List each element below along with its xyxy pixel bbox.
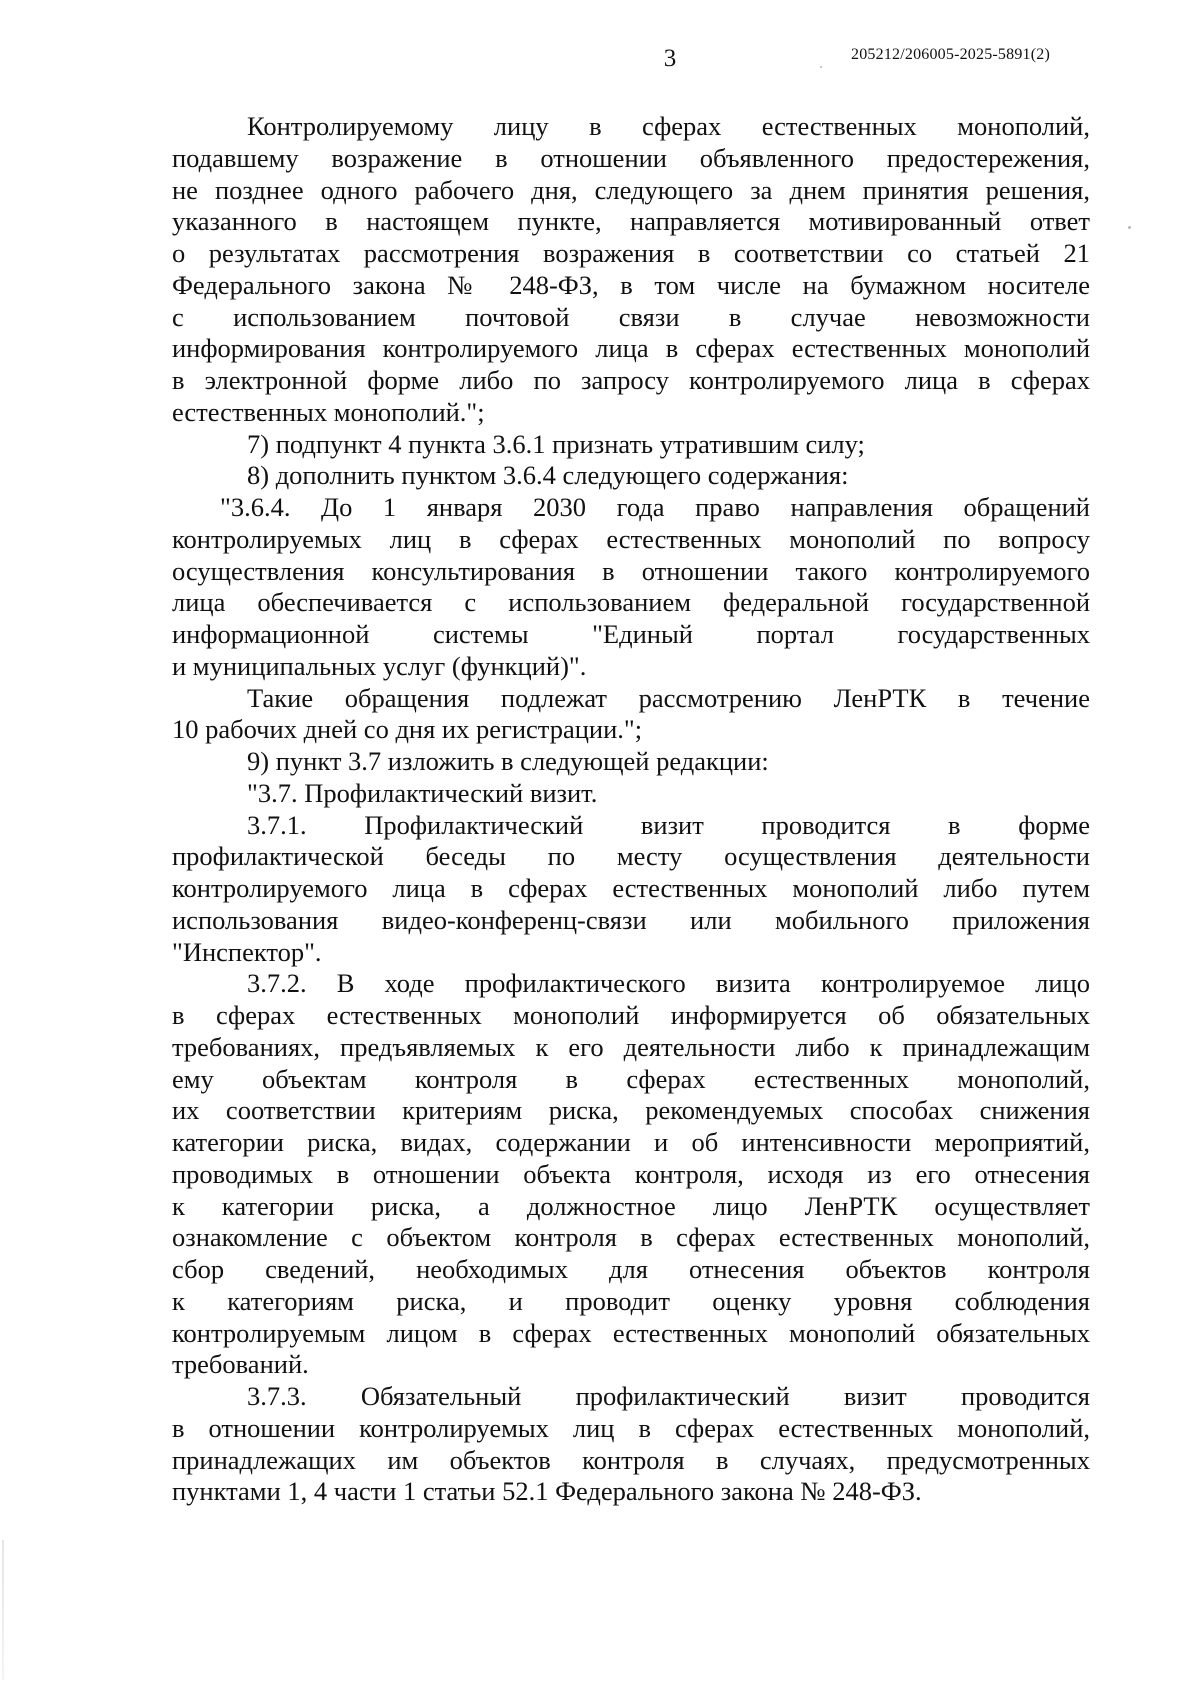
text-line: информирования контролируемого лица в сферах естественных монополий [172,333,1090,364]
text-line: Федерального закона № 248-ФЗ, в том числе на бумажном носителе [172,269,1090,300]
document-body [172,111,1090,1508]
page-number: 3 [663,45,677,72]
text-line: в электронной форме либо по запросу контролируемого лица в сферах [172,365,1090,395]
text-line: использования видео-конференц-связи или мобильного приложения [172,904,1090,935]
text-line: 3.7.1. Профилактический визит проводится в форме [247,809,1090,840]
text-line: контролируемого лица в сферах естественных монополий либо путем [172,873,1090,903]
text-line: 3.7.3. Обязательный профилактический визит проводится [247,1381,1090,1411]
scan-speck [1128,226,1131,229]
text-line: требованиях, предъявляемых к его деятельности либо к принадлежащим [172,1031,1090,1062]
text-line: Контролируемому лицу в сферах естественных монополий, [247,111,1090,141]
text-line: контролируемых лиц в сферах естественных монополий по вопросу [172,523,1090,554]
text-line: указанного в настоящем пункте, направляется мотивированный ответ [172,206,1090,237]
text-line: не позднее одного рабочего дня, следующего за днем принятия решения, [172,174,1090,205]
text-line: к категориям риска, и проводит оценку уровня соблюдения [172,1285,1090,1316]
text-line: 9) пункт 3.7 изложить в следующей редакции: [247,746,769,776]
text-line: требований. [172,1349,309,1380]
text-line: в отношении контролируемых лиц в сферах естественных монополий, [172,1412,1090,1443]
text-line: осуществления консультирования в отношении такого контролируемого [172,555,1090,586]
text-line: принадлежащих им объектов контроля в случаях, предусмотренных [172,1444,1090,1475]
text-line: контролируемым лицом в сферах естественных монополий обязательных [172,1317,1090,1348]
text-line: к категории риска, а должностное лицо ЛенРТК осуществляет [172,1190,1090,1221]
text-line: их соответствии критериям риска, рекомендуемых способах снижения [172,1095,1090,1126]
scan-edge-mark [2,1540,4,1680]
scan-speck [820,66,822,68]
text-line: в сферах естественных монополий информируется об обязательных [172,1000,1090,1030]
text-line: Такие обращения подлежат рассмотрению ЛенРТК в течение [247,682,1090,713]
text-line: профилактической беседы по месту осуществления деятельности [172,841,1090,872]
text-line: "3.7. Профилактический визит. [247,777,598,808]
document-code: 205212/206005-2025-5891(2) [851,46,1050,63]
text-line: естественных монополий."; [172,396,485,427]
text-line: и муниципальных услуг (функций)". [172,650,587,681]
text-line: 10 рабочих дней со дня их регистрации."; [172,714,643,745]
text-line: 3.7.2. В ходе профилактического визита контролируемое лицо [247,968,1090,999]
text-line: сбор сведений, необходимых для отнесения объектов контроля [172,1254,1090,1284]
text-line: информационной системы "Единый портал государственных [172,619,1090,649]
text-line: с использованием почтовой связи в случае невозможности [172,301,1090,332]
text-line: "Инспектор". [172,936,322,967]
text-line: ознакомление с объектом контроля в сферах естественных монополий, [172,1222,1090,1253]
text-line: 8) дополнить пунктом 3.6.4 следующего содержания: [247,460,849,491]
text-line: подавшему возражение в отношении объявленного предостережения, [172,142,1090,173]
text-line: пунктами 1, 4 части 1 статьи 52.1 Федерального закона № 248-ФЗ. [172,1476,922,1507]
text-line: 7) подпункт 4 пункта 3.6.1 признать утратившим силу; [247,428,865,459]
text-line: лица обеспечивается с использованием федеральной государственной [172,587,1090,618]
text-line: проводимых в отношении объекта контроля, исходя из его отнесения [172,1158,1090,1189]
text-line: о результатах рассмотрения возражения в соответствии со статьей 21 [172,238,1090,268]
text-line: ему объектам контроля в сферах естественных монополий, [172,1063,1090,1094]
text-line: "3.6.4. До 1 января 2030 года право направления обращений [220,492,1090,522]
text-line: категории риска, видах, содержании и об интенсивности мероприятий, [172,1127,1090,1157]
